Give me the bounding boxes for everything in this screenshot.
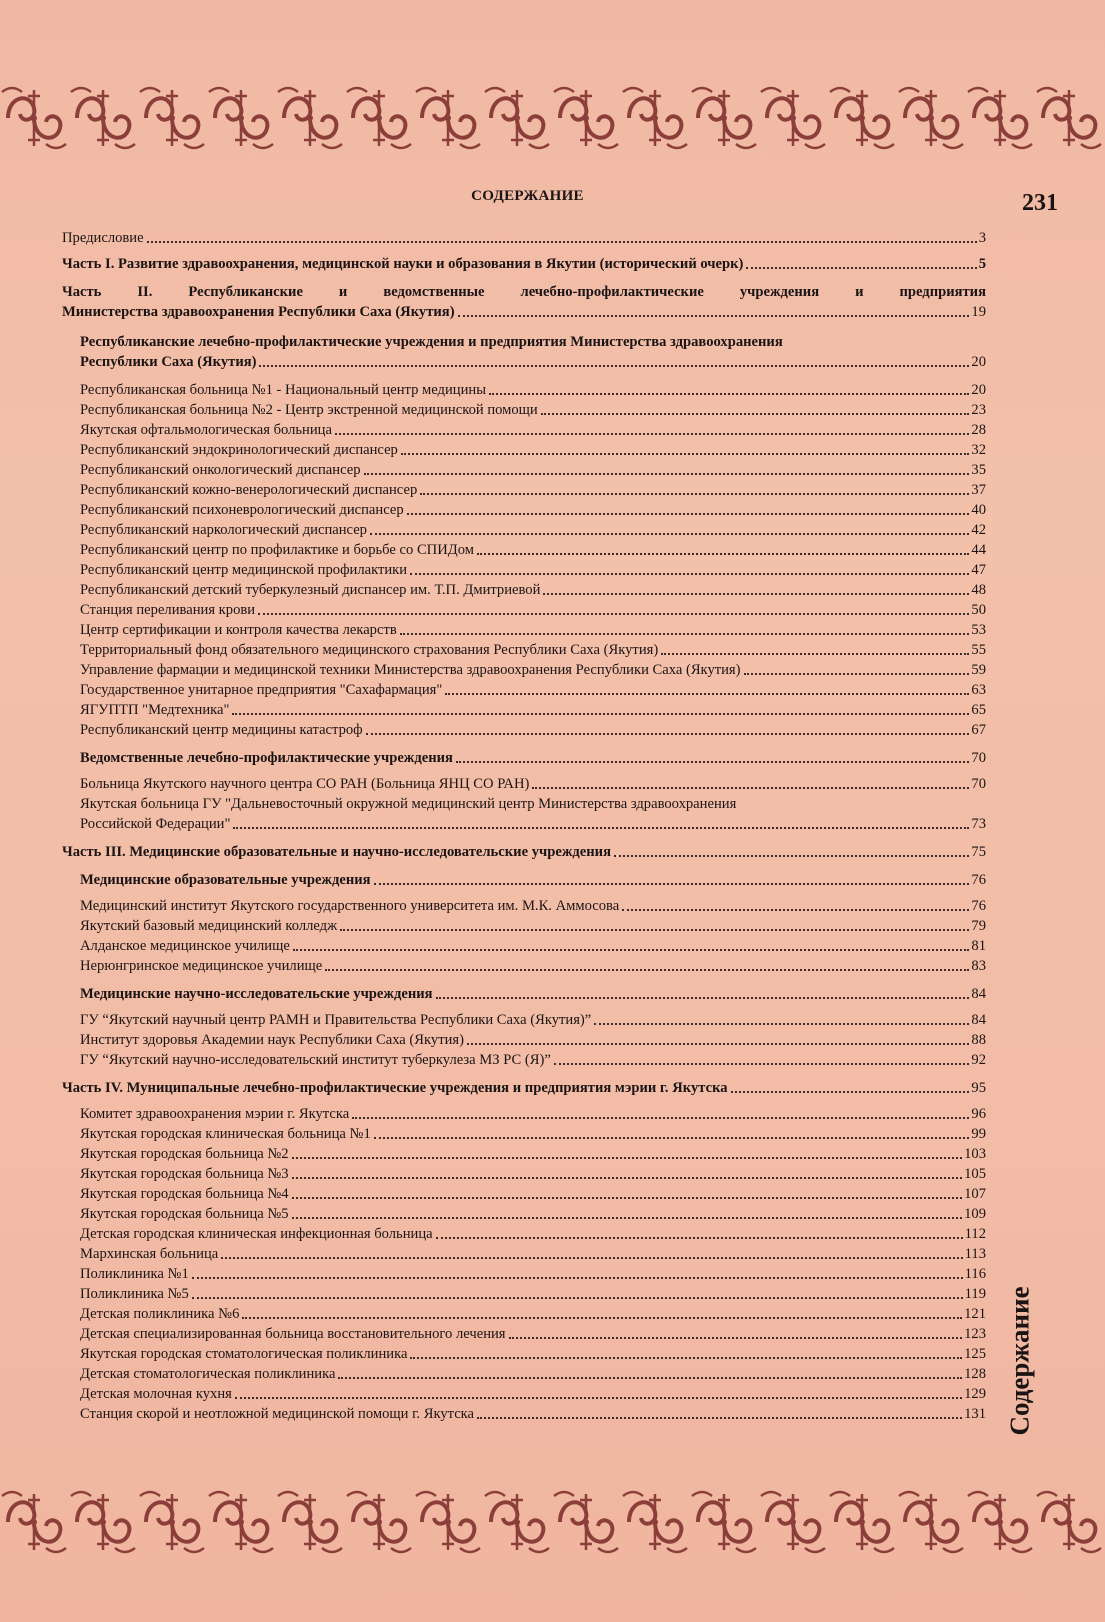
entry-label: Часть IV. Муниципальные лечебно-профилактические учреждения и предприятия мэрии г. Якутска	[62, 1080, 728, 1096]
entry-page: 119	[964, 1286, 986, 1302]
dot-leader	[509, 1337, 963, 1339]
entry-page: 19	[971, 304, 986, 320]
entry-label-line-2: Республики Саха (Якутия)	[80, 354, 257, 370]
dot-leader	[532, 787, 969, 789]
dot-leader	[338, 1377, 962, 1379]
dot-leader	[489, 393, 969, 395]
toc-entry[interactable]	[80, 1364, 986, 1384]
toc-entry[interactable]	[80, 916, 986, 936]
dot-leader	[622, 909, 969, 911]
toc-entry[interactable]	[80, 680, 986, 700]
toc-entry-part-1[interactable]	[62, 254, 986, 274]
dot-leader	[661, 653, 969, 655]
entry-page: 76	[971, 898, 986, 914]
entry-page: 40	[971, 502, 986, 518]
table-of-contents	[62, 228, 986, 1424]
entry-page: 125	[964, 1346, 986, 1362]
entry-page: 55	[971, 642, 986, 658]
entry-label: Республиканский эндокринологический диспансер	[80, 442, 398, 458]
entry-label: Часть I. Развитие здравоохранения, медицинской науки и образования в Якутии (исторический очерк)	[62, 256, 744, 272]
entry-page: 20	[971, 354, 986, 370]
toc-entry[interactable]	[80, 460, 986, 480]
entry-label: Медицинский институт Якутского государственного университета им. М.К. Аммосова	[80, 898, 620, 914]
entry-page: 129	[964, 1386, 986, 1402]
toc-section-science[interactable]	[62, 984, 986, 1004]
entry-page: 113	[964, 1246, 986, 1262]
entry-page: 84	[971, 1012, 986, 1028]
republican-items	[62, 380, 986, 740]
entry-label: Больница Якутского научного центра СО РАН (Больница ЯНЦ СО РАН)	[80, 776, 530, 792]
entry-label: Комитет здравоохранения мэрии г. Якутска	[80, 1106, 350, 1122]
entry-label-line-1: Якутская больница ГУ "Дальневосточный окружной медицинский центр Министерства здравоохранения	[80, 796, 737, 812]
dot-leader	[410, 573, 969, 575]
entry-page: 53	[971, 622, 986, 638]
dot-leader	[467, 1043, 969, 1045]
entry-page: 20	[971, 382, 986, 398]
dot-leader	[374, 1137, 970, 1139]
toc-entry[interactable]	[80, 1204, 986, 1224]
entry-label: Часть III. Медицинские образовательные и научно-исследовательские учреждения	[62, 844, 611, 860]
toc-entry[interactable]	[80, 600, 986, 620]
toc-entry[interactable]	[80, 1344, 986, 1364]
entry-page: 50	[971, 602, 986, 618]
toc-entry[interactable]	[80, 1324, 986, 1344]
entry-label: Детская специализированная больница восстановительного лечения	[80, 1326, 506, 1342]
dot-leader	[335, 433, 969, 435]
dot-leader	[374, 883, 970, 885]
entry-page: 131	[964, 1406, 986, 1422]
toc-entry[interactable]	[80, 1264, 986, 1284]
entry-page: 105	[964, 1166, 986, 1182]
entry-label: Поликлиника №1	[80, 1266, 189, 1282]
entry-page: 128	[964, 1366, 986, 1382]
toc-entry[interactable]	[80, 700, 986, 720]
toc-entry[interactable]	[80, 400, 986, 420]
entry-page: 32	[971, 442, 986, 458]
toc-entry[interactable]	[80, 1224, 986, 1244]
entry-page: 107	[964, 1186, 986, 1202]
toc-entry[interactable]	[80, 774, 986, 794]
entry-page: 83	[971, 958, 986, 974]
departmental-items	[62, 774, 986, 834]
toc-entry[interactable]	[80, 1124, 986, 1144]
entry-label: Республиканский центр по профилактике и борьбе со СПИДом	[80, 542, 474, 558]
toc-entry[interactable]	[80, 560, 986, 580]
toc-entry[interactable]	[80, 660, 986, 680]
entry-page: 88	[971, 1032, 986, 1048]
toc-entry[interactable]	[80, 956, 986, 976]
dot-leader	[458, 315, 970, 317]
dot-leader	[731, 1091, 970, 1093]
entry-label: Институт здоровья Академии наук Республики Саха (Якутия)	[80, 1032, 464, 1048]
entry-page: 48	[971, 582, 986, 598]
toc-entry[interactable]	[80, 540, 986, 560]
dot-leader	[401, 453, 970, 455]
dot-leader	[407, 513, 970, 515]
entry-label: Республиканский центр медицины катастроф	[80, 722, 363, 738]
toc-entry[interactable]	[80, 1384, 986, 1404]
dot-leader	[242, 1317, 962, 1319]
dot-leader	[340, 929, 969, 931]
dot-leader	[420, 493, 969, 495]
entry-page: 76	[971, 872, 986, 888]
education-items	[62, 896, 986, 976]
dot-leader	[292, 1197, 963, 1199]
entry-label: Якутская городская стоматологическая поликлиника	[80, 1346, 408, 1362]
toc-entry[interactable]	[80, 380, 986, 400]
entry-label: Республиканский кожно-венерологический диспансер	[80, 482, 418, 498]
entry-page: 84	[971, 986, 986, 1002]
dot-leader	[364, 473, 970, 475]
entry-label-line-1: Республиканские лечебно-профилактические учреждения и предприятия Министерства здравоохранения	[80, 334, 783, 350]
toc-entry[interactable]	[80, 1244, 986, 1264]
entry-label: Детская стоматологическая поликлиника	[80, 1366, 336, 1382]
dot-leader	[477, 553, 969, 555]
entry-page: 73	[971, 816, 986, 832]
entry-label: Якутская городская больница №2	[80, 1146, 289, 1162]
entry-label: Ведомственные лечебно-профилактические учреждения	[80, 750, 453, 766]
dot-leader	[400, 633, 970, 635]
dot-leader	[233, 827, 969, 829]
dot-leader	[221, 1257, 962, 1259]
toc-entry[interactable]	[80, 1030, 986, 1050]
dot-leader	[456, 761, 969, 763]
entry-page: 109	[964, 1206, 986, 1222]
dot-leader	[232, 713, 969, 715]
dot-leader	[594, 1023, 969, 1025]
entry-label: Детская поликлиника №6	[80, 1306, 240, 1322]
ornament-border-top	[0, 82, 1105, 154]
dot-leader	[543, 593, 969, 595]
toc-entry[interactable]	[80, 936, 986, 956]
entry-label: Якутская городская больница №5	[80, 1206, 289, 1222]
entry-label: Республиканская больница №2 - Центр экстренной медицинской помощи	[80, 402, 538, 418]
entry-page: 28	[971, 422, 986, 438]
dot-leader	[746, 267, 976, 269]
entry-page: 92	[971, 1052, 986, 1068]
toc-entry-preface[interactable]	[62, 228, 986, 248]
entry-label: Нерюнгринское медицинское училище	[80, 958, 323, 974]
entry-label-line-1: Часть II. Республиканские и ведомственные лечебно-профилактические учреждения и предприятия	[62, 284, 986, 300]
toc-entry[interactable]	[80, 520, 986, 540]
toc-entry[interactable]	[80, 1050, 986, 1070]
toc-entry[interactable]	[80, 720, 986, 740]
dot-leader	[235, 1397, 962, 1399]
dot-leader	[614, 855, 969, 857]
entry-page: 95	[971, 1080, 986, 1096]
entry-page: 35	[971, 462, 986, 478]
toc-title: СОДЕРЖАНИЕ	[471, 188, 584, 204]
toc-section-education[interactable]	[62, 870, 986, 890]
entry-page: 96	[971, 1106, 986, 1122]
toc-entry[interactable]	[80, 1184, 986, 1204]
entry-label: Якутская офтальмологическая больница	[80, 422, 332, 438]
dot-leader	[554, 1063, 970, 1065]
entry-page: 99	[971, 1126, 986, 1142]
dot-leader	[744, 673, 970, 675]
toc-entry[interactable]	[80, 480, 986, 500]
toc-entry[interactable]	[80, 500, 986, 520]
entry-page: 44	[971, 542, 986, 558]
entry-page: 5	[978, 256, 986, 272]
entry-label: Якутский базовый медицинский колледж	[80, 918, 338, 934]
entry-label-line-2: Российской Федерации"	[80, 816, 231, 832]
entry-label: Республиканский центр медицинской профилактики	[80, 562, 408, 578]
entry-page: 81	[971, 938, 986, 954]
entry-page: 75	[971, 844, 986, 860]
entry-label: ГУ “Якутский научный центр РАМН и Правительства Республики Саха (Якутия)”	[80, 1012, 592, 1028]
entry-page: 37	[971, 482, 986, 498]
entry-label: Предисловие	[62, 230, 144, 246]
entry-label: Детская городская клиническая инфекционная больница	[80, 1226, 433, 1242]
dot-leader	[352, 1117, 969, 1119]
entry-page: 42	[971, 522, 986, 538]
toc-entry[interactable]	[80, 580, 986, 600]
dot-leader	[192, 1297, 963, 1299]
entry-label: ЯГУПТП "Медтехника"	[80, 702, 230, 718]
toc-entry[interactable]	[80, 1404, 986, 1424]
entry-label: Республиканский онкологический диспансер	[80, 462, 361, 478]
entry-label: Республиканский детский туберкулезный диспансер им. Т.П. Дмитриевой	[80, 582, 541, 598]
dot-leader	[445, 693, 969, 695]
entry-label: Территориальный фонд обязательного медицинского страхования Республики Саха (Якутия)	[80, 642, 659, 658]
entry-page: 65	[971, 702, 986, 718]
dot-leader	[477, 1417, 962, 1419]
toc-entry-part-2[interactable]	[62, 282, 986, 322]
entry-label: Станция переливания крови	[80, 602, 256, 618]
vertical-title-text: Содержание	[1004, 1286, 1035, 1436]
entry-page: 103	[964, 1146, 986, 1162]
entry-page: 63	[971, 682, 986, 698]
dot-leader	[192, 1277, 963, 1279]
entry-label: Станция скорой и неотложной медицинской помощи г. Якутска	[80, 1406, 475, 1422]
dot-leader	[436, 997, 970, 999]
entry-label: Государственное унитарное предприятия "Сахафармация"	[80, 682, 443, 698]
entry-label: Якутская городская больница №3	[80, 1166, 289, 1182]
dot-leader	[258, 613, 969, 615]
toc-entry[interactable]	[80, 1104, 986, 1124]
dot-leader	[366, 733, 970, 735]
entry-page: 70	[971, 776, 986, 792]
entry-label: Республиканский наркологический диспансер	[80, 522, 367, 538]
toc-entry-part-4[interactable]	[62, 1078, 986, 1098]
science-items	[62, 1010, 986, 1070]
page-number: 231	[1022, 190, 1058, 216]
dot-leader	[541, 413, 970, 415]
toc-entry[interactable]	[80, 440, 986, 460]
dot-leader	[410, 1357, 962, 1359]
dot-leader	[292, 1157, 963, 1159]
entry-label: Медицинские образовательные учреждения	[80, 872, 371, 888]
toc-entry[interactable]	[80, 620, 986, 640]
municipal-items	[62, 1104, 986, 1424]
entry-label: Алданское медицинское училище	[80, 938, 290, 954]
entry-label: Якутская городская клиническая больница №1	[80, 1126, 371, 1142]
entry-page: 112	[964, 1226, 986, 1242]
entry-label: Центр сертификации и контроля качества лекарств	[80, 622, 397, 638]
dot-leader	[293, 949, 970, 951]
entry-label: Республиканская больница №1 - Национальный центр медицины	[80, 382, 487, 398]
entry-label: Мархинская больница	[80, 1246, 219, 1262]
entry-page: 116	[964, 1266, 986, 1282]
dot-leader	[147, 241, 977, 243]
entry-label-line-2: Министерства здравоохранения Республики Саха (Якутия)	[62, 304, 455, 320]
entry-page: 123	[964, 1326, 986, 1342]
entry-label: Якутская городская больница №4	[80, 1186, 289, 1202]
dot-leader	[370, 533, 969, 535]
dot-leader	[259, 365, 969, 367]
entry-page: 47	[971, 562, 986, 578]
entry-page: 23	[971, 402, 986, 418]
toc-entry[interactable]	[80, 640, 986, 660]
entry-label: Республиканский психоневрологический диспансер	[80, 502, 404, 518]
toc-entry[interactable]	[80, 1164, 986, 1184]
entry-label: Управление фармации и медицинской техники Министерства здравоохранения Республики Саха (Якутия)	[80, 662, 741, 678]
toc-entry[interactable]	[80, 896, 986, 916]
entry-label: Медицинские научно-исследовательские учреждения	[80, 986, 433, 1002]
entry-page: 70	[971, 750, 986, 766]
entry-page: 67	[971, 722, 986, 738]
dot-leader	[325, 969, 969, 971]
entry-page: 59	[971, 662, 986, 678]
toc-entry[interactable]	[80, 794, 986, 834]
dot-leader	[292, 1177, 963, 1179]
toc-entry[interactable]	[80, 420, 986, 440]
toc-entry[interactable]	[80, 1144, 986, 1164]
entry-page: 121	[964, 1306, 986, 1322]
entry-page: 79	[971, 918, 986, 934]
toc-section-republican[interactable]	[62, 332, 986, 372]
entry-label: Детская молочная кухня	[80, 1386, 232, 1402]
dot-leader	[292, 1217, 963, 1219]
dot-leader	[436, 1237, 963, 1239]
ornament-border-bottom	[0, 1486, 1105, 1558]
entry-label: ГУ “Якутский научно-исследовательский институт туберкулеза МЗ РС (Я)”	[80, 1052, 551, 1068]
toc-entry[interactable]	[80, 1010, 986, 1030]
toc-entry[interactable]	[80, 1304, 986, 1324]
toc-entry[interactable]	[80, 1284, 986, 1304]
toc-entry-part-3[interactable]	[62, 842, 986, 862]
entry-label: Поликлиника №5	[80, 1286, 189, 1302]
toc-section-departmental[interactable]	[62, 748, 986, 768]
entry-page: 3	[978, 230, 986, 246]
